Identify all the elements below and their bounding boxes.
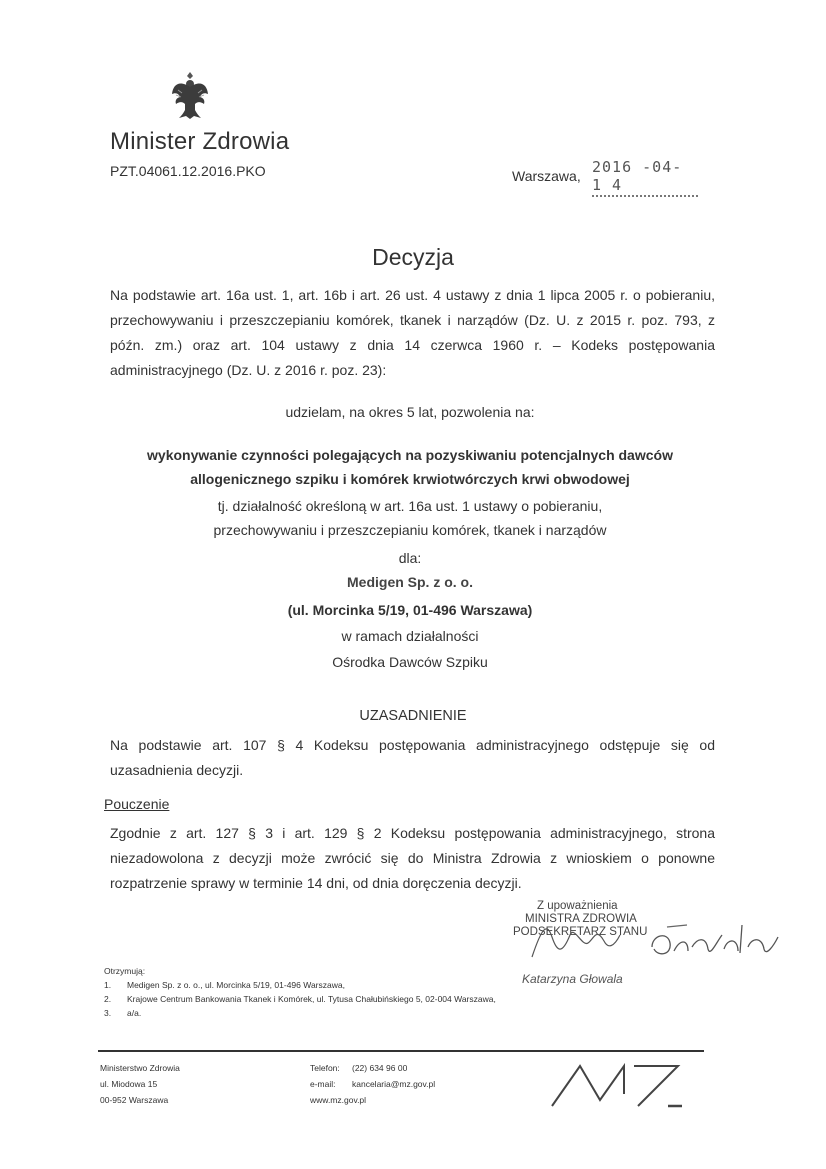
legal-basis-paragraph: Na podstawie art. 16a ust. 1, art. 16b i art. 26 ust. 4 ustawy z dnia 1 lipca 2005 r. o pobieraniu, przechowywaniu i przeszczepianiu komórek, tkanek i narządów (Dz. U. z 2015 r. poz. 793, z późn. zm.) oraz art. 104 ustawy z dnia 14 czerwca 1960 r. – Kodeks postępowania administracyjnego (Dz. U. z 2016 r. poz. 23): xyxy=(110,287,715,378)
list-item: 3. a/a. xyxy=(104,1008,142,1018)
footer-address xyxy=(100,1060,180,1108)
footer-street: ul. Miodowa 15 xyxy=(100,1079,158,1089)
document-title: Decyzja xyxy=(372,244,454,270)
justification-text: Na podstawie art. 107 § 4 Kodeksu postępowania administracyjnego odstępuje się od uzasadnienia decyzji. xyxy=(110,737,715,778)
activity-line-2: allogenicznego szpiku i komórek krwiotwórczych krwi obwodowej xyxy=(190,471,630,487)
website-link[interactable]: www.mz.gov.pl xyxy=(310,1095,367,1105)
justification-heading: UZASADNIENIE xyxy=(359,708,467,724)
phone-number: (22) 634 96 00 xyxy=(352,1063,408,1073)
company-address: (ul. Morcinka 5/19, 01-496 Warszawa) xyxy=(287,602,533,618)
within-label: w ramach działalności xyxy=(341,628,479,644)
recipients-heading: Otrzymują: xyxy=(104,966,146,976)
eagle-emblem-icon xyxy=(170,70,210,120)
scope-line-2: przechowywaniu i przeszczepianiu komórek, tkanek i narządów xyxy=(213,522,607,538)
instruction-heading: Pouczenie xyxy=(104,796,170,812)
list-item: 1. Medigen Sp. z o. o., ul. Morcinka 5/19, 01-496 Warszawa, xyxy=(104,980,345,990)
footer-divider xyxy=(98,1050,704,1052)
center-name: Ośrodka Dawców Szpiku xyxy=(332,654,488,670)
signatory-name: Katarzyna Głowala xyxy=(522,972,623,986)
authorization-line: Z upoważnienia xyxy=(537,900,618,912)
handwritten-signature-icon xyxy=(512,917,782,965)
company-name: Medigen Sp. z o. o. xyxy=(347,574,473,590)
for-label: dla: xyxy=(398,550,422,566)
activity-line-1: wykonywanie czynności polegających na pozyskiwaniu potencjalnych dawców xyxy=(147,447,673,463)
scope-line-1: tj. działalność określoną w art. 16a ust. 1 ustawy o pobieraniu, xyxy=(217,498,603,514)
grant-statement: udzielam, na okres 5 lat, pozwolenia na: xyxy=(285,404,535,420)
minister-line: MINISTRA ZDROWIA xyxy=(525,913,637,925)
footer-city: 00-952 Warszawa xyxy=(100,1095,169,1105)
email-label: e-mail: xyxy=(310,1079,336,1089)
undersecretary-line: PODSEKRETARZ STANU xyxy=(513,926,648,938)
handwritten-date: 2016 -04- 1 4 xyxy=(592,158,698,197)
ministry-name: Minister Zdrowia xyxy=(110,128,290,155)
list-item: 2. Krajowe Centrum Bankowania Tkanek i Komórek, ul. Tytusa Chałubińskiego 5, 02-004 Warszawa, xyxy=(104,994,496,1004)
place-label: Warszawa, xyxy=(512,168,581,184)
footer-org: Ministerstwo Zdrowia xyxy=(100,1063,180,1073)
phone-label: Telefon: xyxy=(310,1063,340,1073)
email-link[interactable]: kancelaria@mz.gov.pl xyxy=(352,1079,436,1089)
footer-contact xyxy=(310,1060,435,1108)
recipients-list xyxy=(104,964,496,1020)
instruction-text: Zgodnie z art. 127 § 3 i art. 129 § 2 Kodeksu postępowania administracyjnego, strona niezadowolona z decyzji może zwrócić się do Ministra Zdrowia z wnioskiem o ponowne rozpatrzenie sprawy w terminie 14 dni, od dnia doręczenia decyzji. xyxy=(110,825,715,891)
mz-logo-icon xyxy=(550,1058,690,1108)
reference-number: PZT.04061.12.2016.PKO xyxy=(110,163,266,179)
